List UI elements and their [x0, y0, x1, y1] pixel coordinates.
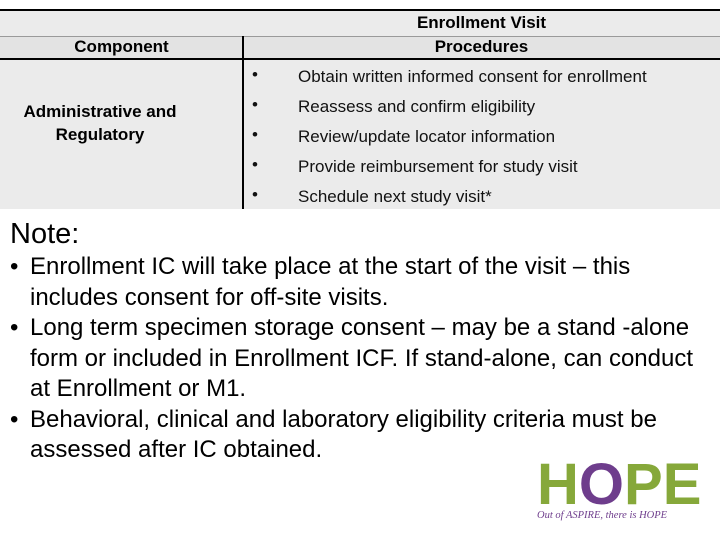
- note-point-text: Long term specimen storage consent – may be a stand -alone form or included in Enrollment ICF. If stand-alone, can conduct at Enrollment or M1.: [30, 314, 693, 402]
- row-divider: [0, 58, 720, 60]
- procedure-item: [252, 186, 720, 216]
- procedure-item: [252, 126, 720, 156]
- procedure-item: [252, 156, 720, 186]
- column-header-component: Component: [74, 37, 169, 56]
- procedure-item: [252, 96, 720, 126]
- bullet-icon: •: [252, 155, 258, 174]
- note-point: [10, 313, 715, 405]
- bullet-icon: •: [252, 65, 258, 84]
- note-points: [10, 252, 715, 466]
- bullet-icon: •: [252, 95, 258, 114]
- note-point: [10, 252, 715, 313]
- column-header-procedures: Procedures: [434, 37, 529, 56]
- logo-letter-e: E: [662, 452, 702, 517]
- logo-letter-o: O: [578, 452, 625, 517]
- procedure-text: Provide reimbursement for study visit: [298, 157, 578, 176]
- procedure-text: Obtain written informed consent for enrollment: [298, 67, 647, 86]
- procedure-text: Schedule next study visit*: [298, 187, 492, 206]
- bullet-icon: •: [252, 125, 258, 144]
- bullet-icon: •: [10, 314, 19, 341]
- note-point-text: Enrollment IC will take place at the start of the visit – this includes consent for off-site visits.: [30, 253, 631, 311]
- table-title: Enrollment Visit: [416, 13, 547, 32]
- procedure-item: [252, 66, 720, 96]
- logo-letter-p: P: [624, 452, 663, 517]
- enrollment-visit-table: [0, 9, 720, 209]
- table-top-border: [0, 9, 720, 11]
- procedure-text: Reassess and confirm eligibility: [298, 97, 536, 116]
- note-section: [10, 216, 715, 466]
- bullet-icon: •: [252, 185, 258, 204]
- bullet-icon: •: [10, 405, 19, 433]
- column-divider: [242, 36, 244, 209]
- procedure-text: Review/update locator information: [298, 127, 556, 146]
- logo-tagline: Out of ASPIRE, there is HOPE: [537, 510, 668, 521]
- note-point-text: Behavioral, clinical and laboratory eligibility criteria must be assessed after IC obtained.: [30, 405, 657, 463]
- procedures-list: [252, 66, 720, 216]
- note-label: Note:: [10, 218, 80, 250]
- bullet-icon: •: [10, 253, 19, 280]
- logo-letter-h: H: [537, 452, 579, 517]
- hope-logo: [537, 452, 702, 529]
- component-cell: Administrative and Regulatory: [23, 102, 177, 144]
